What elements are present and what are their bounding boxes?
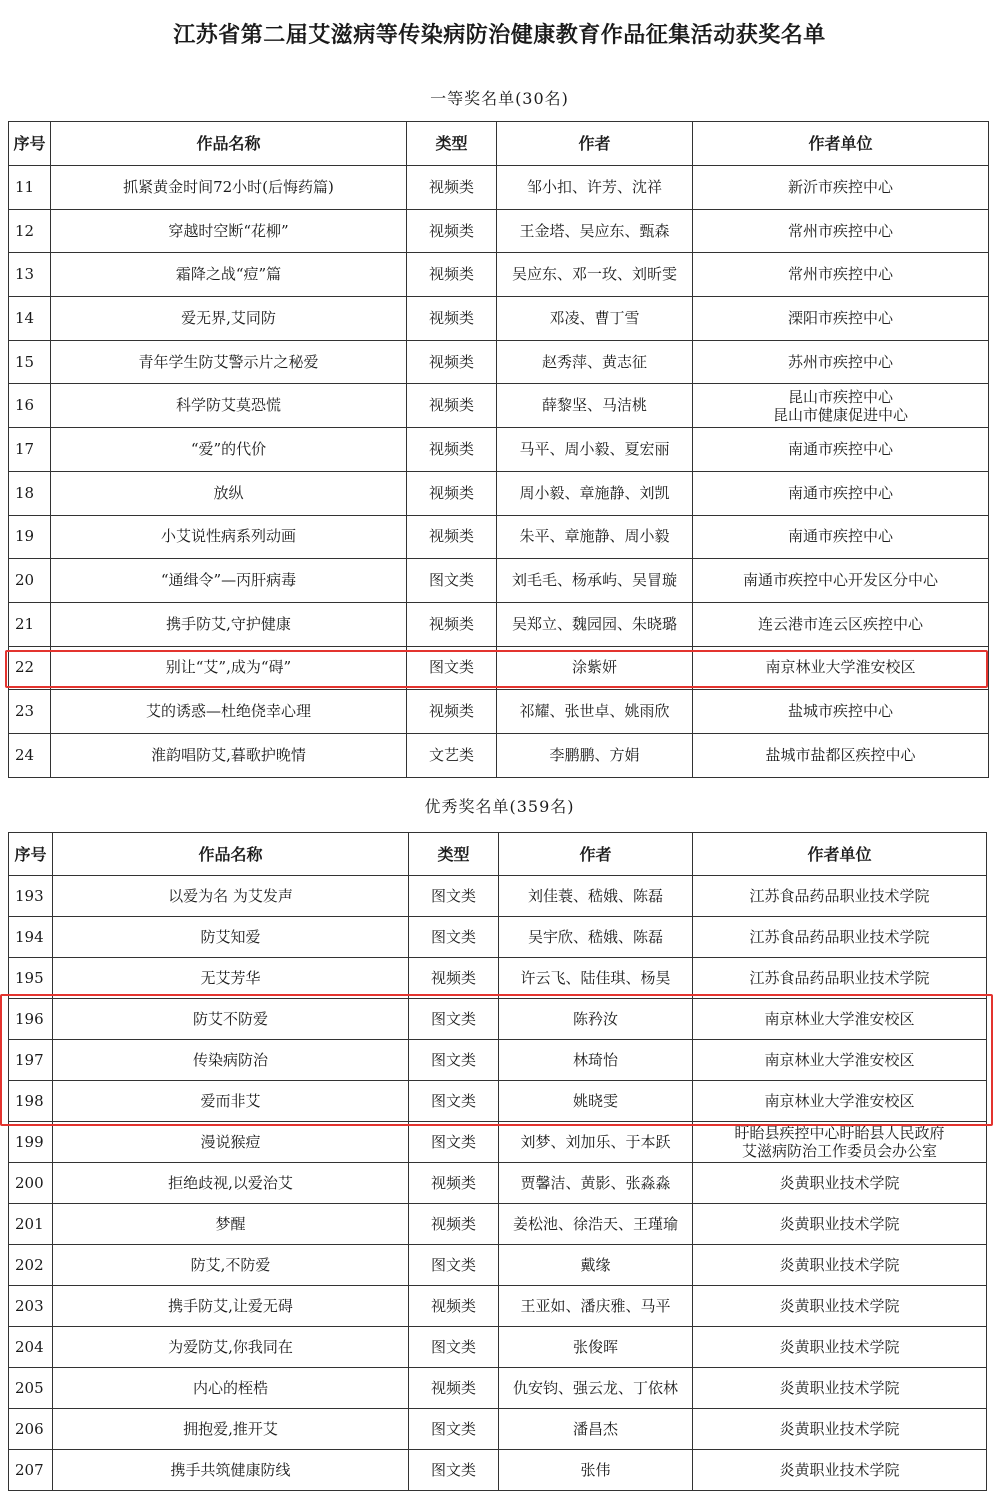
cell-work: 小艾说性病系列动画 xyxy=(51,515,407,559)
cell-authors: 王亚如、潘庆雅、马平 xyxy=(499,1286,693,1327)
cell-unit: 炎黄职业技术学院 xyxy=(693,1327,987,1368)
cell-unit: 炎黄职业技术学院 xyxy=(693,1245,987,1286)
cell-num: 21 xyxy=(9,602,51,646)
cell-authors: 王金塔、吴应东、甄森 xyxy=(497,209,693,253)
cell-num: 195 xyxy=(9,958,53,999)
cell-type: 视频类 xyxy=(409,1286,499,1327)
cell-unit: 南京林业大学淮安校区 xyxy=(693,999,987,1040)
cell-authors: 邹小扣、许芳、沈祥 xyxy=(497,166,693,210)
page-title: 江苏省第二届艾滋病等传染病防治健康教育作品征集活动获奖名单 xyxy=(173,22,826,48)
cell-type: 图文类 xyxy=(409,999,499,1040)
table-row xyxy=(9,1327,987,1368)
cell-work: 为爱防艾,你我同在 xyxy=(53,1327,409,1368)
col-header-unit: 作者单位 xyxy=(693,122,989,166)
cell-type: 视频类 xyxy=(407,471,497,515)
cell-type: 图文类 xyxy=(409,1327,499,1368)
table-row xyxy=(9,209,989,253)
col-header-authors: 作者 xyxy=(497,122,693,166)
cell-authors: 潘昌杰 xyxy=(499,1409,693,1450)
cell-num: 17 xyxy=(9,428,51,472)
col-header-unit: 作者单位 xyxy=(693,833,987,876)
cell-work: 抓紧黄金时间72小时(后悔药篇) xyxy=(51,166,407,210)
cell-work: 科学防艾莫恐慌 xyxy=(51,384,407,428)
cell-work: 传染病防治 xyxy=(53,1040,409,1081)
cell-unit: 江苏食品药品职业技术学院 xyxy=(693,917,987,958)
table-row xyxy=(9,646,989,690)
cell-unit: 苏州市疾控中心 xyxy=(693,340,989,384)
cell-work: 携手共筑健康防线 xyxy=(53,1450,409,1491)
cell-unit: 南京林业大学淮安校区 xyxy=(693,1040,987,1081)
cell-num: 194 xyxy=(9,917,53,958)
cell-type: 图文类 xyxy=(409,876,499,917)
first-prize-table xyxy=(8,121,989,778)
table-row xyxy=(9,1081,987,1122)
col-header-work: 作品名称 xyxy=(51,122,407,166)
table-row xyxy=(9,559,989,603)
cell-work: 穿越时空断“花柳” xyxy=(51,209,407,253)
cell-work: 防艾不防爱 xyxy=(53,999,409,1040)
cell-type: 图文类 xyxy=(409,1040,499,1081)
cell-type: 图文类 xyxy=(409,1245,499,1286)
cell-authors: 姚晓雯 xyxy=(499,1081,693,1122)
table-row xyxy=(9,515,989,559)
cell-unit: 炎黄职业技术学院 xyxy=(693,1163,987,1204)
table-row xyxy=(9,1163,987,1204)
cell-work: 爱无界,艾同防 xyxy=(51,297,407,341)
cell-work: 携手防艾,守护健康 xyxy=(51,602,407,646)
cell-type: 视频类 xyxy=(407,428,497,472)
cell-work: 淮韵唱防艾,暮歌护晚情 xyxy=(51,733,407,777)
cell-unit: 溧阳市疾控中心 xyxy=(693,297,989,341)
table-row xyxy=(9,917,987,958)
cell-work: 放纵 xyxy=(51,471,407,515)
cell-work: 艾的诱惑—杜绝侥幸心理 xyxy=(51,690,407,734)
cell-authors: 刘梦、刘加乐、于本跃 xyxy=(499,1122,693,1163)
cell-type: 视频类 xyxy=(407,297,497,341)
cell-type: 视频类 xyxy=(409,1204,499,1245)
cell-num: 197 xyxy=(9,1040,53,1081)
cell-type: 视频类 xyxy=(407,384,497,428)
cell-authors: 吴宇欣、嵇娥、陈磊 xyxy=(499,917,693,958)
table-row xyxy=(9,876,987,917)
table-row xyxy=(9,999,987,1040)
col-header-num: 序号 xyxy=(9,833,53,876)
cell-authors: 赵秀萍、黄志征 xyxy=(497,340,693,384)
cell-authors: 陈矜汝 xyxy=(499,999,693,1040)
cell-type: 图文类 xyxy=(409,1450,499,1491)
col-header-work: 作品名称 xyxy=(53,833,409,876)
cell-authors: 周小毅、章施静、刘凯 xyxy=(497,471,693,515)
cell-unit: 常州市疾控中心 xyxy=(693,253,989,297)
cell-unit: 炎黄职业技术学院 xyxy=(693,1286,987,1327)
cell-authors: 刘佳蓑、嵇娥、陈磊 xyxy=(499,876,693,917)
cell-authors: 戴缘 xyxy=(499,1245,693,1286)
table-row xyxy=(9,1245,987,1286)
cell-num: 13 xyxy=(9,253,51,297)
table-row xyxy=(9,1204,987,1245)
table-row xyxy=(9,690,989,734)
cell-authors: 马平、周小毅、夏宏丽 xyxy=(497,428,693,472)
cell-type: 视频类 xyxy=(409,1368,499,1409)
table-row xyxy=(9,166,989,210)
cell-num: 196 xyxy=(9,999,53,1040)
cell-authors: 吴应东、邓一玫、刘昕雯 xyxy=(497,253,693,297)
cell-type: 图文类 xyxy=(409,917,499,958)
cell-type: 图文类 xyxy=(409,1081,499,1122)
cell-type: 视频类 xyxy=(409,1163,499,1204)
cell-type: 文艺类 xyxy=(407,733,497,777)
table-header-row xyxy=(9,122,989,166)
cell-authors: 朱平、章施静、周小毅 xyxy=(497,515,693,559)
cell-num: 11 xyxy=(9,166,51,210)
cell-num: 12 xyxy=(9,209,51,253)
cell-type: 视频类 xyxy=(407,602,497,646)
cell-work: 拥抱爱,推开艾 xyxy=(53,1409,409,1450)
cell-unit: 连云港市连云区疾控中心 xyxy=(693,602,989,646)
cell-num: 19 xyxy=(9,515,51,559)
cell-type: 图文类 xyxy=(407,559,497,603)
excellence-prize-table xyxy=(8,832,987,1491)
table-row xyxy=(9,1122,987,1163)
cell-authors: 林琦怡 xyxy=(499,1040,693,1081)
cell-num: 199 xyxy=(9,1122,53,1163)
col-header-authors: 作者 xyxy=(499,833,693,876)
cell-work: “通缉令”—丙肝病毒 xyxy=(51,559,407,603)
cell-num: 24 xyxy=(9,733,51,777)
cell-type: 图文类 xyxy=(407,646,497,690)
cell-unit: 新沂市疾控中心 xyxy=(693,166,989,210)
cell-num: 207 xyxy=(9,1450,53,1491)
cell-unit xyxy=(693,1122,987,1163)
cell-unit: 江苏食品药品职业技术学院 xyxy=(693,876,987,917)
cell-num: 200 xyxy=(9,1163,53,1204)
cell-work: 梦醒 xyxy=(53,1204,409,1245)
cell-authors: 吴郑立、魏园园、朱晓璐 xyxy=(497,602,693,646)
cell-work: 携手防艾,让爱无碍 xyxy=(53,1286,409,1327)
cell-unit: 炎黄职业技术学院 xyxy=(693,1450,987,1491)
table-row xyxy=(9,1040,987,1081)
cell-num: 14 xyxy=(9,297,51,341)
cell-unit: 炎黄职业技术学院 xyxy=(693,1204,987,1245)
cell-num: 206 xyxy=(9,1409,53,1450)
excellence-prize-heading: 优秀奖名单(359名) xyxy=(424,797,575,816)
cell-authors: 张俊晖 xyxy=(499,1327,693,1368)
cell-num: 23 xyxy=(9,690,51,734)
cell-authors: 涂紫妍 xyxy=(497,646,693,690)
table-row xyxy=(9,253,989,297)
cell-unit: 江苏食品药品职业技术学院 xyxy=(693,958,987,999)
cell-authors: 姜松池、徐浩天、王瑾瑜 xyxy=(499,1204,693,1245)
table-row xyxy=(9,297,989,341)
table-row xyxy=(9,1368,987,1409)
cell-num: 202 xyxy=(9,1245,53,1286)
cell-type: 图文类 xyxy=(409,1122,499,1163)
cell-unit: 南通市疾控中心 xyxy=(693,471,989,515)
table-row xyxy=(9,1450,987,1491)
table-row xyxy=(9,1286,987,1327)
cell-work: 无艾芳华 xyxy=(53,958,409,999)
table-row xyxy=(9,1409,987,1450)
col-header-num: 序号 xyxy=(9,122,51,166)
cell-type: 视频类 xyxy=(407,209,497,253)
cell-type: 视频类 xyxy=(407,340,497,384)
cell-unit: 盐城市盐都区疾控中心 xyxy=(693,733,989,777)
cell-authors: 薛黎坚、马洁桃 xyxy=(497,384,693,428)
cell-num: 201 xyxy=(9,1204,53,1245)
unit-line-2: 昆山市健康促进中心 xyxy=(772,405,908,424)
table-row xyxy=(9,471,989,515)
table-row xyxy=(9,602,989,646)
cell-work: 防艾,不防爱 xyxy=(53,1245,409,1286)
unit-line-1: 昆山市疾控中心 xyxy=(787,387,893,406)
col-header-type: 类型 xyxy=(407,122,497,166)
cell-unit: 南通市疾控中心 xyxy=(693,515,989,559)
cell-unit: 南京林业大学淮安校区 xyxy=(693,646,989,690)
cell-num: 15 xyxy=(9,340,51,384)
cell-authors: 李鹏鹏、方娟 xyxy=(497,733,693,777)
cell-authors: 贾馨洁、黄影、张淼淼 xyxy=(499,1163,693,1204)
cell-work: 爱而非艾 xyxy=(53,1081,409,1122)
cell-work: 霜降之战“痘”篇 xyxy=(51,253,407,297)
cell-num: 205 xyxy=(9,1368,53,1409)
cell-work: 漫说猴痘 xyxy=(53,1122,409,1163)
cell-work: 青年学生防艾警示片之秘爱 xyxy=(51,340,407,384)
cell-unit: 常州市疾控中心 xyxy=(693,209,989,253)
table-row xyxy=(9,958,987,999)
cell-num: 18 xyxy=(9,471,51,515)
cell-authors: 许云飞、陆佳琪、杨昊 xyxy=(499,958,693,999)
cell-type: 视频类 xyxy=(407,515,497,559)
cell-authors: 刘毛毛、杨承屿、吴冒璇 xyxy=(497,559,693,603)
cell-work: 拒绝歧视,以爱治艾 xyxy=(53,1163,409,1204)
col-header-type: 类型 xyxy=(409,833,499,876)
cell-type: 视频类 xyxy=(407,166,497,210)
cell-type: 视频类 xyxy=(407,253,497,297)
cell-work: 防艾知爱 xyxy=(53,917,409,958)
table-row xyxy=(9,733,989,777)
cell-authors: 张伟 xyxy=(499,1450,693,1491)
cell-num: 203 xyxy=(9,1286,53,1327)
table-row xyxy=(9,340,989,384)
table-row xyxy=(9,384,989,428)
cell-unit: 盐城市疾控中心 xyxy=(693,690,989,734)
cell-unit: 南通市疾控中心 xyxy=(693,428,989,472)
cell-unit: 炎黄职业技术学院 xyxy=(693,1368,987,1409)
unit-line-2: 艾滋病防治工作委员会办公室 xyxy=(741,1142,937,1160)
cell-num: 204 xyxy=(9,1327,53,1368)
cell-num: 193 xyxy=(9,876,53,917)
cell-type: 视频类 xyxy=(409,958,499,999)
cell-unit: 炎黄职业技术学院 xyxy=(693,1409,987,1450)
cell-num: 198 xyxy=(9,1081,53,1122)
cell-type: 视频类 xyxy=(407,690,497,734)
cell-work: 内心的桎梏 xyxy=(53,1368,409,1409)
unit-line-1: 盱眙县疾控中心盱眙县人民政府 xyxy=(734,1124,945,1142)
table-row xyxy=(9,428,989,472)
cell-unit: 南通市疾控中心开发区分中心 xyxy=(693,559,989,603)
cell-num: 16 xyxy=(9,384,51,428)
cell-work: “爱”的代价 xyxy=(51,428,407,472)
cell-type: 图文类 xyxy=(409,1409,499,1450)
cell-num: 20 xyxy=(9,559,51,603)
cell-num: 22 xyxy=(9,646,51,690)
cell-authors: 祁耀、张世卓、姚雨欣 xyxy=(497,690,693,734)
first-prize-heading: 一等奖名单(30名) xyxy=(430,89,569,108)
cell-authors: 邓凌、曹丁雪 xyxy=(497,297,693,341)
cell-work: 别让“艾”,成为“碍” xyxy=(51,646,407,690)
cell-unit xyxy=(693,384,989,428)
cell-unit: 南京林业大学淮安校区 xyxy=(693,1081,987,1122)
cell-authors: 仇安钧、强云龙、丁依林 xyxy=(499,1368,693,1409)
cell-work: 以爱为名 为艾发声 xyxy=(53,876,409,917)
table-header-row xyxy=(9,833,987,876)
